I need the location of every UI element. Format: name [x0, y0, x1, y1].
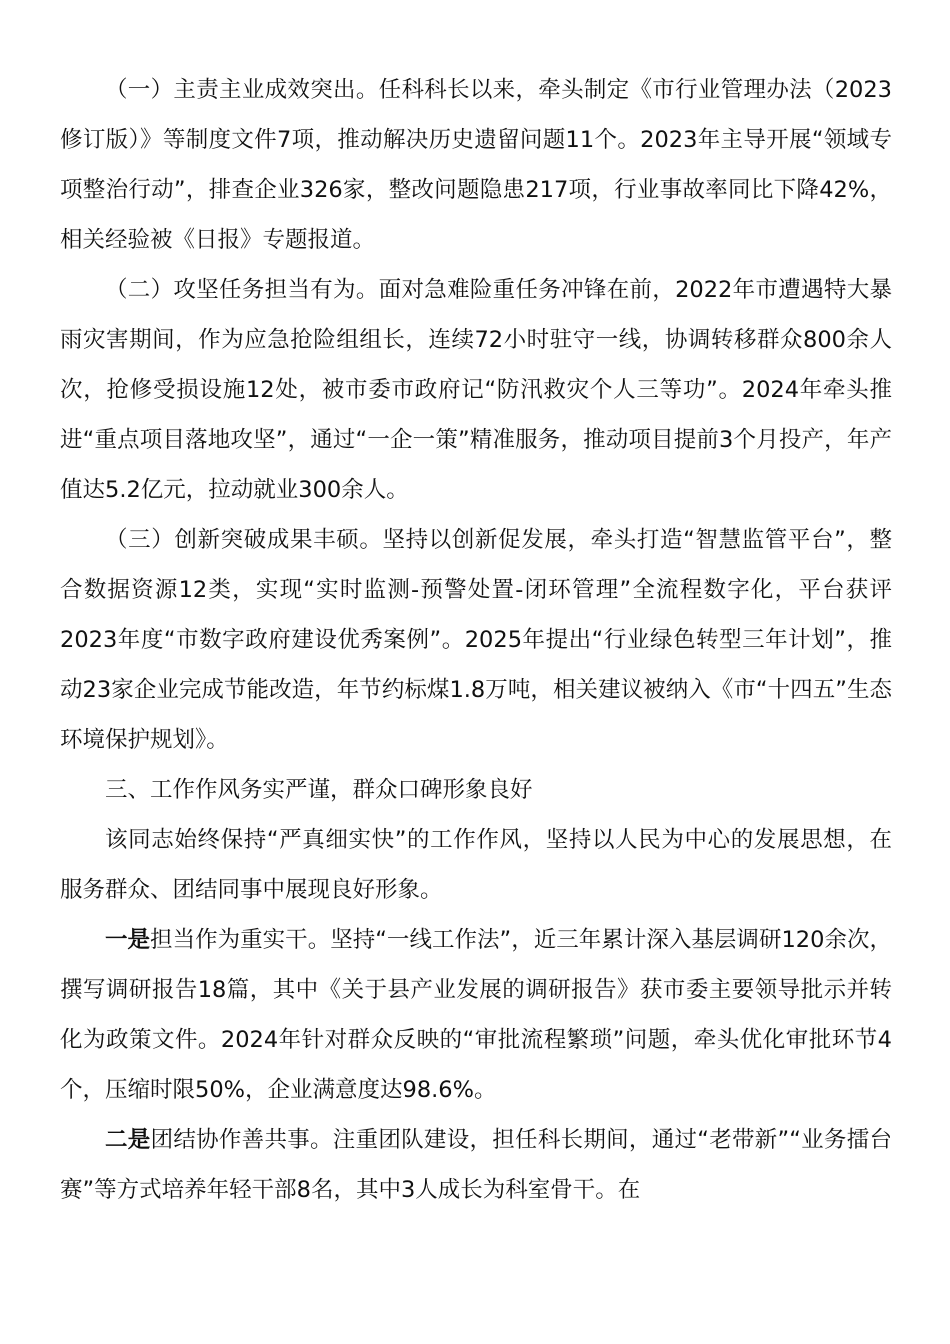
paragraph-innovation — [60, 515, 892, 765]
paragraph-text: （三）创新突破成果丰硕。坚持以创新促发展，牵头打造“智慧监管平台”，整合数据资源12类，实现“实时监测-预警处置-闭环管理”全流程数字化，平台获评2023年度“市数字政府建设优秀案例”。2025年提出“行业绿色转型三年计划”，推动23家企业完成节能改造，年节约标煤1.8万吨，相关建议被纳入《市“十四五”生态环境保护规划》。 — [60, 527, 892, 753]
paragraph-work-style-intro — [60, 815, 892, 915]
paragraph-text: （一）主责主业成效突出。任科科长以来，牵头制定《市行业管理办法（2023修订版）》等制度文件7项，推动解决历史遗留问题11个。2023年主导开展“领域专项整治行动”，排查企业326家，整改问题隐患217项，行业事故率同比下降42%，相关经验被《日报》专题报道。 — [60, 77, 892, 253]
paragraph-text: （二）攻坚任务担当有为。面对急难险重任务冲锋在前，2022年市遭遇特大暴雨灾害期间，作为应急抢险组组长，连续72小时驻守一线，协调转移群众800余人次，抢修受损设施12处，被市委市政府记“防汛救灾个人三等功”。2024年牵头推进“重点项目落地攻坚”，通过“一企一策”精准服务，推动项目提前3个月投产，年产值达5.2亿元，拉动就业300余人。 — [60, 277, 892, 503]
paragraph-point-one — [60, 915, 892, 1115]
section-heading-text: 三、工作作风务实严谨，群众口碑形象良好 — [105, 777, 533, 803]
paragraph-point-two — [60, 1115, 892, 1215]
paragraph-text: 担当作为重实干。坚持“一线工作法”，近三年累计深入基层调研120余次，撰写调研报告18篇，其中《关于县产业发展的调研报告》获市委主要领导批示并转化为政策文件。2024年针对群众反映的“审批流程繁琐”问题，牵头优化审批环节4个，压缩时限50%，企业满意度达98.6%。 — [60, 927, 892, 1103]
paragraph-key-tasks — [60, 265, 892, 515]
document-body — [60, 65, 892, 1215]
paragraph-lead-label: 二是 — [105, 1127, 151, 1153]
paragraph-lead-label: 一是 — [105, 927, 151, 953]
paragraph-text: 该同志始终保持“严真细实快”的工作作风，坚持以人民为中心的发展思想，在服务群众、团结同事中展现良好形象。 — [60, 827, 892, 903]
section-heading-work-style — [60, 765, 892, 815]
paragraph-text: 团结协作善共事。注重团队建设，担任科长期间，通过“老带新”“业务擂台赛”等方式培养年轻干部8名，其中3人成长为科室骨干。在 — [60, 1127, 892, 1203]
paragraph-main-duty — [60, 65, 892, 265]
